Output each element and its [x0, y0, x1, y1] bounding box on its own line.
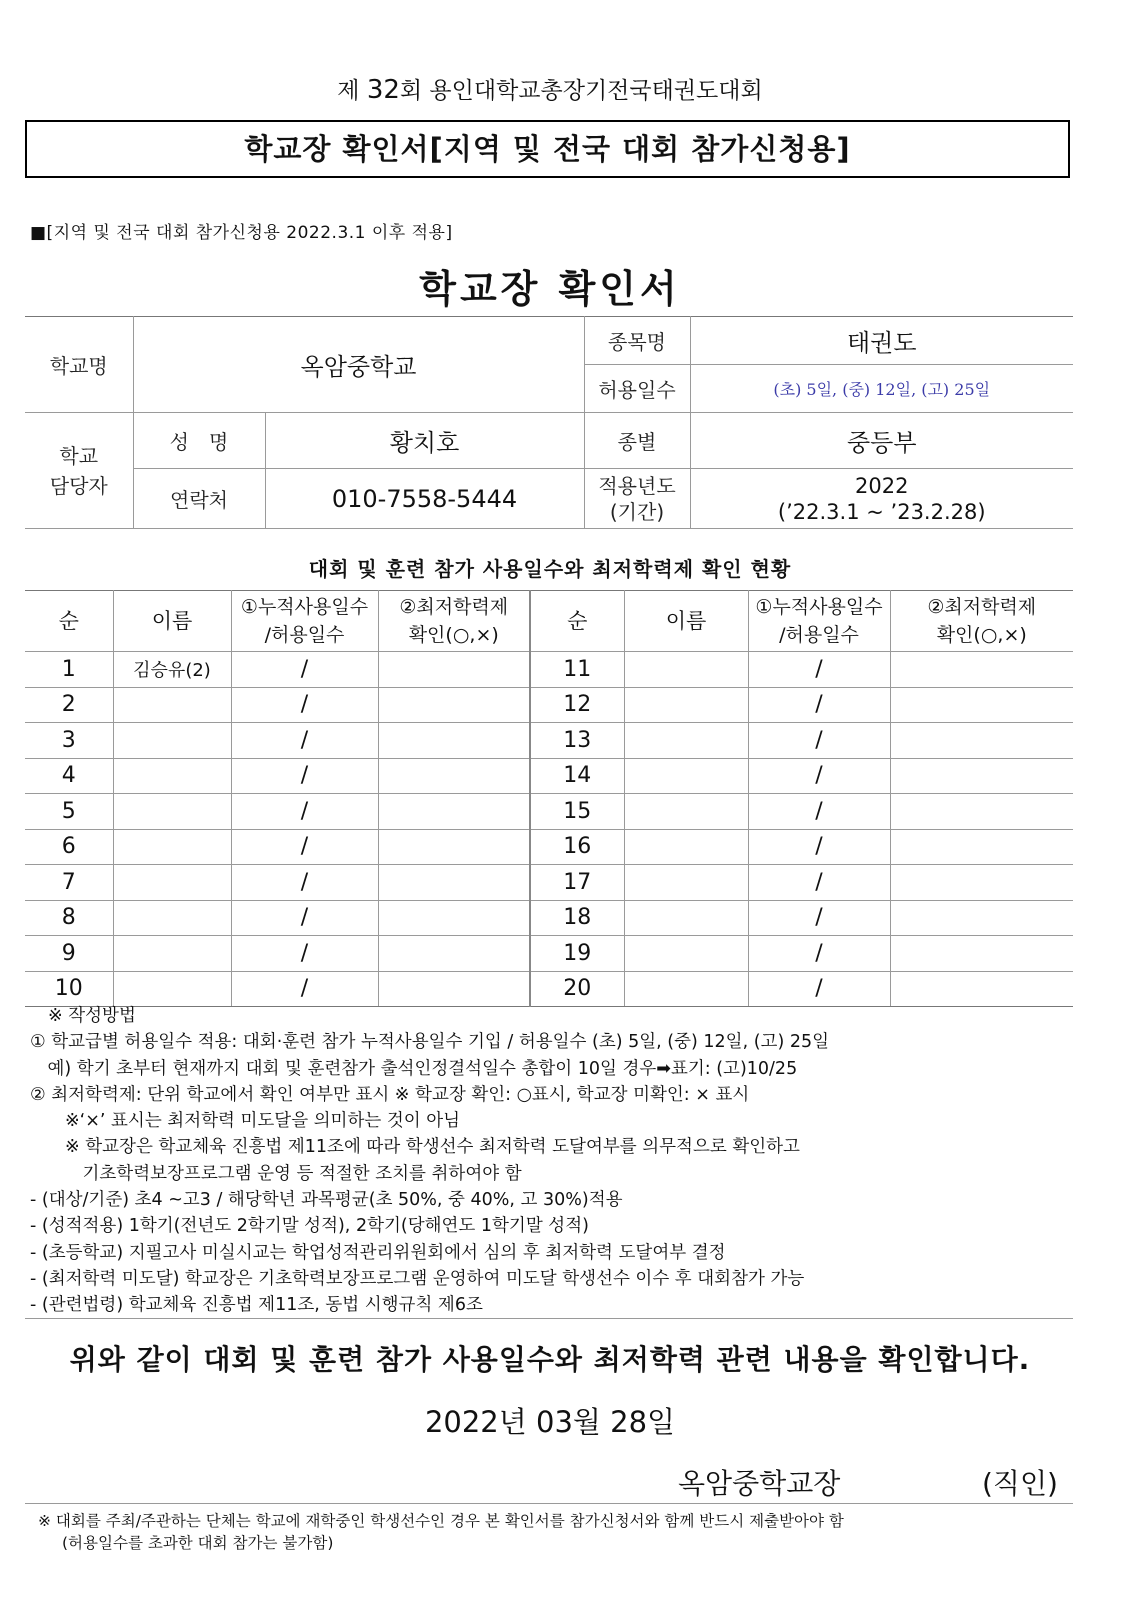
col-header-days: ①누적사용일수 /허용일수: [748, 591, 890, 652]
student-name: [624, 652, 748, 688]
academic-check: [378, 652, 530, 688]
days-used: /: [231, 971, 378, 1007]
instruction-line: ※ 학교장은 학교체육 진흥법 제11조에 따라 학생선수 최저학력 도달여부를 의무적으로 확인하고: [30, 1137, 800, 1158]
student-name: [113, 687, 231, 723]
school-name-value: 옥암중학교: [133, 317, 584, 413]
sport-value: 태권도: [690, 317, 1073, 365]
row-number: 6: [25, 829, 113, 865]
days-used: /: [748, 936, 890, 972]
instruction-line: - (최저학력 미도달) 학교장은 기초학력보장프로그램 운영하여 미도달 학생선수 이수 후 대회참가 가능: [30, 1268, 805, 1289]
days-used: /: [748, 971, 890, 1007]
academic-check: [378, 971, 530, 1007]
col-header-days: ①누적사용일수 /허용일수: [231, 591, 378, 652]
student-name: [113, 936, 231, 972]
academic-check: [890, 687, 1073, 723]
student-name: [113, 758, 231, 794]
row-number: 7: [25, 865, 113, 901]
col-header-academic: ②최저학력제 확인(○,×): [890, 591, 1073, 652]
academic-check: [378, 794, 530, 830]
academic-check: [890, 865, 1073, 901]
table-row: [25, 687, 1073, 723]
official-seal-placeholder: (직인): [982, 1467, 1058, 1500]
instruction-line: ※‘×’ 표시는 최저학력 미도달을 의미하는 것이 아님: [30, 1111, 461, 1132]
row-number: 5: [25, 794, 113, 830]
participation-records-table: [25, 590, 1073, 1007]
school-name-label: 학교명: [25, 317, 133, 413]
academic-check: [378, 865, 530, 901]
table-row: [25, 829, 1073, 865]
table-row: [25, 900, 1073, 936]
table-row: [25, 865, 1073, 901]
year-label: 적용년도 (기간): [584, 469, 690, 529]
row-number: 17: [530, 865, 624, 901]
academic-check: [890, 652, 1073, 688]
academic-check: [890, 794, 1073, 830]
days-used: /: [231, 652, 378, 688]
division-value: 중등부: [690, 413, 1073, 469]
row-number: 19: [530, 936, 624, 972]
student-name: [624, 829, 748, 865]
instructions-title: ※ 작성방법: [48, 1006, 136, 1026]
row-number: 1: [25, 652, 113, 688]
principal-name: 옥암중학교장: [678, 1467, 841, 1500]
academic-check: [378, 687, 530, 723]
row-number: 16: [530, 829, 624, 865]
col-header-no: 순: [25, 591, 113, 652]
row-number: 3: [25, 723, 113, 759]
instruction-line: ① 학교급별 허용일수 적용: 대회·훈련 참가 누적사용일수 기입 / 허용일수 (초) 5일, (중) 12일, (고) 25일: [30, 1032, 830, 1053]
col-header-academic: ②최저학력제 확인(○,×): [378, 591, 530, 652]
row-number: 20: [530, 971, 624, 1007]
academic-check: [890, 723, 1073, 759]
instruction-line: - (성적적용) 1학기(전년도 2학기말 성적), 2학기(당해연도 1학기말 성적): [30, 1216, 589, 1237]
table-row: [25, 794, 1073, 830]
student-name: [624, 936, 748, 972]
days-used: /: [231, 794, 378, 830]
student-name: [113, 723, 231, 759]
academic-check: [378, 829, 530, 865]
divider: [25, 1318, 1073, 1319]
table-row: [25, 652, 1073, 688]
student-name: [113, 794, 231, 830]
year-value: 2022 (’22.3.1 ~ ’23.2.28): [690, 469, 1073, 529]
student-name: [624, 723, 748, 759]
instruction-line: 기초학력보장프로그램 운영 등 적절한 조치를 취하여야 함: [30, 1163, 522, 1184]
footer-line: (허용일수를 초과한 대회 참가는 불가함): [62, 1534, 334, 1552]
name-label: 성 명: [133, 413, 265, 469]
col-header-no: 순: [530, 591, 624, 652]
phone-label: 연락처: [133, 469, 265, 529]
footer-line: ※ 대회를 주최/주관하는 단체는 학교에 재학중인 학생선수인 경우 본 확인서를 참가신청서와 함께 반드시 제출받아야 함: [38, 1512, 844, 1530]
confirmation-statement: 위와 같이 대회 및 훈련 참가 사용일수와 최저학력 관련 내용을 확인합니다.: [69, 1343, 1031, 1376]
academic-check: [378, 900, 530, 936]
table-row: [25, 723, 1073, 759]
row-number: 2: [25, 687, 113, 723]
row-number: 18: [530, 900, 624, 936]
row-number: 10: [25, 971, 113, 1007]
days-used: /: [748, 794, 890, 830]
sport-label: 종목명: [584, 317, 690, 365]
academic-check: [890, 900, 1073, 936]
student-name: [113, 900, 231, 936]
days-used: /: [748, 829, 890, 865]
academic-check: [890, 829, 1073, 865]
contact-person-label: 학교 담당자: [25, 413, 133, 529]
writing-instructions: [30, 1003, 1090, 1319]
table-row: [25, 971, 1073, 1007]
document-date: 2022년 03월 28일: [424, 1405, 676, 1439]
row-number: 11: [530, 652, 624, 688]
days-used: /: [748, 900, 890, 936]
row-number: 15: [530, 794, 624, 830]
school-info-table: [25, 316, 1073, 529]
student-name: 김승유(2): [113, 652, 231, 688]
instruction-line: - (초등학교) 지필고사 미실시교는 학업성적관리위원회에서 심의 후 최저학력 도달여부 결정: [30, 1242, 726, 1263]
instruction-line: - (대상/기준) 초4 ~고3 / 해당학년 과목평균(초 50%, 중 40%, 고 30%)적용: [30, 1190, 623, 1211]
apply-note: ■[지역 및 전국 대회 참가신청용 2022.3.1 이후 적용]: [30, 223, 453, 243]
days-used: /: [748, 723, 890, 759]
division-label: 종별: [584, 413, 690, 469]
days-used: /: [231, 723, 378, 759]
student-name: [624, 865, 748, 901]
student-name: [624, 900, 748, 936]
academic-check: [378, 723, 530, 759]
row-number: 13: [530, 723, 624, 759]
days-used: /: [231, 829, 378, 865]
instruction-line: 예) 학기 초부터 현재까지 대회 및 훈련참가 출석인정결석일수 총합이 10일 경우➡표기: (고)10/25: [30, 1058, 798, 1079]
academic-check: [890, 936, 1073, 972]
document-banner-title: 학교장 확인서[지역 및 전국 대회 참가신청용]: [25, 120, 1070, 178]
page-title: 학교장 확인서: [419, 267, 681, 311]
row-number: 8: [25, 900, 113, 936]
days-used: /: [748, 687, 890, 723]
academic-check: [890, 971, 1073, 1007]
days-used: /: [231, 900, 378, 936]
event-title: 제 32회 용인대학교총장기전국태권도대회: [337, 75, 763, 105]
student-name: [113, 865, 231, 901]
row-number: 4: [25, 758, 113, 794]
student-name: [113, 971, 231, 1007]
name-value: 황치호: [265, 413, 584, 469]
academic-check: [378, 936, 530, 972]
student-name: [624, 758, 748, 794]
allowed-days-value: (초) 5일, (중) 12일, (고) 25일: [690, 365, 1073, 413]
row-number: 14: [530, 758, 624, 794]
row-number: 12: [530, 687, 624, 723]
days-used: /: [748, 652, 890, 688]
table-row: [25, 758, 1073, 794]
col-header-name: 이름: [113, 591, 231, 652]
academic-check: [378, 758, 530, 794]
student-name: [624, 794, 748, 830]
days-used: /: [231, 758, 378, 794]
divider: [25, 1503, 1073, 1504]
table-row: [25, 936, 1073, 972]
student-name: [624, 687, 748, 723]
footer-note: [38, 1510, 844, 1554]
col-header-name: 이름: [624, 591, 748, 652]
row-number: 9: [25, 936, 113, 972]
instruction-line: - (관련법령) 학교체육 진흥법 제11조, 동법 시행규칙 제6조: [30, 1295, 483, 1316]
days-used: /: [231, 865, 378, 901]
days-used: /: [748, 865, 890, 901]
instruction-line: ② 최저학력제: 단위 학교에서 확인 여부만 표시 ※ 학교장 확인: ○표시, 학교장 미확인: × 표시: [30, 1084, 750, 1105]
days-used: /: [231, 936, 378, 972]
days-used: /: [748, 758, 890, 794]
phone-value: 010-7558-5444: [265, 469, 584, 529]
student-name: [624, 971, 748, 1007]
days-used: /: [231, 687, 378, 723]
student-name: [113, 829, 231, 865]
allowed-days-label: 허용일수: [584, 365, 690, 413]
section-title: 대회 및 훈련 참가 사용일수와 최저학력제 확인 현황: [308, 557, 792, 581]
academic-check: [890, 758, 1073, 794]
